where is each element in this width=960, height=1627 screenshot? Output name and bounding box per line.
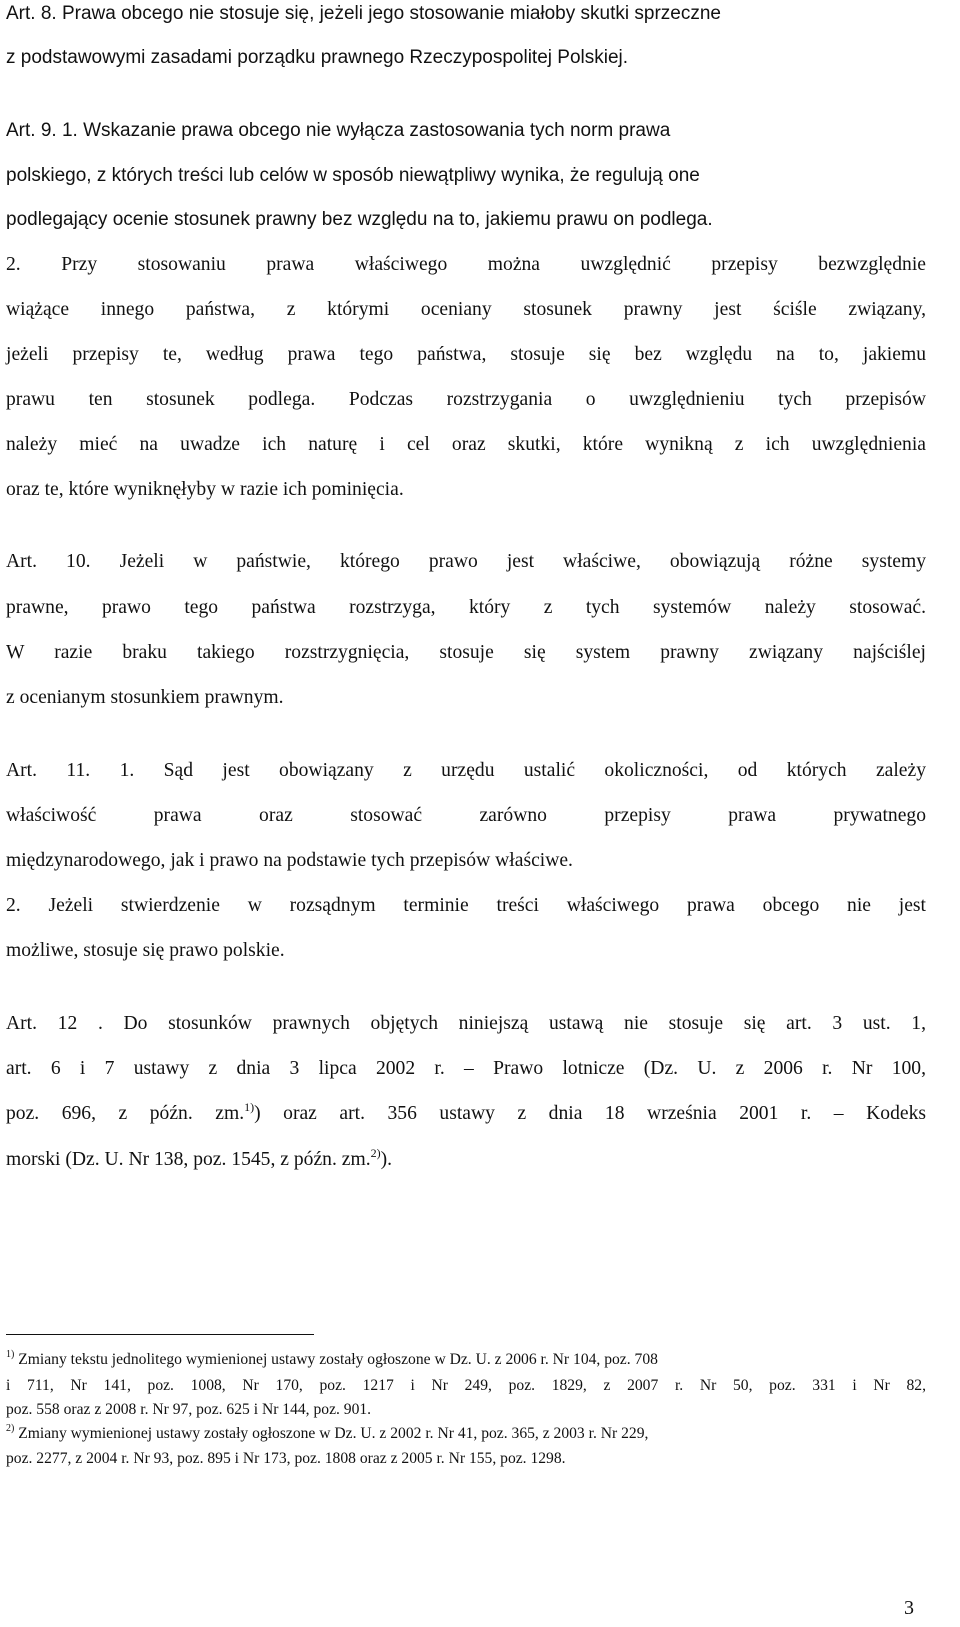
footnote-2-line-2: poz. 2277, z 2004 r. Nr 93, poz. 895 i Nr 173, poz. 1808 oraz z 2005 r. Nr 155, poz. 1298. <box>6 1450 566 1467</box>
art12-line-1: Art. 12 . Do stosunków prawnych objętych niniejszą ustawą nie stosuje się art. 3 ust. 1, <box>6 1013 926 1034</box>
footnote-separator <box>6 1334 314 1335</box>
art12-line-4 <box>6 1148 926 1172</box>
art9-line-7: prawu ten stosunek podlega. Podczas rozstrzygania o uwzględnieniu tych przepisów <box>6 389 926 410</box>
art11-line-2: właściwość prawa oraz stosować zarówno przepisy prawa prywatnego <box>6 805 926 826</box>
art11-line-4: 2. Jeżeli stwierdzenie w rozsądnym terminie treści właściwego prawa obcego nie jest <box>6 895 926 916</box>
footnote-1-line-1 <box>6 1350 926 1370</box>
footnote-1-line-2: i 711, Nr 141, poz. 1008, Nr 170, poz. 1217 i Nr 249, poz. 1829, z 2007 r. Nr 50, poz. 331 i Nr 82, <box>6 1377 926 1394</box>
art12-line-4-text-a: morski (Dz. U. Nr 138, poz. 1545, z późn. zm. <box>6 1149 371 1170</box>
footnote-2-line-1 <box>6 1424 926 1444</box>
art9-line-3: podlegający ocenie stosunek prawny bez względu na to, jakiemu prawu on podlega. <box>6 209 713 230</box>
footnote-ref-2[interactable]: 2) <box>370 1146 381 1160</box>
footnote-2-text-1: Zmiany wymienionej ustawy zostały ogłoszone w Dz. U. z 2002 r. Nr 41, poz. 365, z 2003 r. Nr 229, <box>18 1425 649 1442</box>
footnote-ref-1[interactable]: 1) <box>244 1100 255 1114</box>
art9-line-9: oraz te, które wyniknęłyby w razie ich pominięcia. <box>6 479 404 500</box>
art11-line-5: możliwe, stosuje się prawo polskie. <box>6 940 285 961</box>
art10-line-4: z ocenianym stosunkiem prawnym. <box>6 687 284 708</box>
art12-line-3-text-a: poz. 696, z późn. zm. <box>6 1103 245 1124</box>
footnote-1-line-3: poz. 558 oraz z 2008 r. Nr 97, poz. 625 i Nr 144, poz. 901. <box>6 1401 372 1418</box>
art10-line-2: prawne, prawo tego państwa rozstrzyga, który z tych systemów należy stosować. <box>6 597 926 618</box>
footnote-2-marker: 2) <box>6 1423 15 1434</box>
art9-line-5: wiążące innego państwa, z którymi oceniany stosunek prawny jest ściśle związany, <box>6 299 926 320</box>
art9-line-1: Art. 9. 1. Wskazanie prawa obcego nie wyłącza zastosowania tych norm prawa <box>6 120 671 141</box>
art9-line-8: należy mieć na uwadze ich naturę i cel oraz skutki, które wynikną z ich uwzględnienia <box>6 434 926 455</box>
art12-line-3-text-b: ) oraz art. 356 ustawy z dnia 18 września 2001 r. – Kodeks <box>254 1103 926 1124</box>
art8-line-1: Art. 8. Prawa obcego nie stosuje się, jeżeli jego stosowanie miałoby skutki sprzeczne <box>6 3 721 24</box>
art9-line-6: jeżeli przepisy te, według prawa tego państwa, stosuje się bez względu na to, jakiemu <box>6 344 926 365</box>
art12-line-2: art. 6 i 7 ustawy z dnia 3 lipca 2002 r. – Prawo lotnicze (Dz. U. z 2006 r. Nr 100, <box>6 1058 926 1079</box>
footnote-1-text-1: Zmiany tekstu jednolitego wymienionej ustawy zostały ogłoszone w Dz. U. z 2006 r. Nr 104, poz. 708 <box>18 1351 658 1368</box>
art11-line-3: międzynarodowego, jak i prawo na podstawie tych przepisów właściwe. <box>6 850 573 871</box>
art10-line-1: Art. 10. Jeżeli w państwie, którego prawo jest właściwe, obowiązują różne systemy <box>6 551 926 572</box>
art12-line-3 <box>6 1102 926 1126</box>
art9-line-4: 2. Przy stosowaniu prawa właściwego można uwzględnić przepisy bezwzględnie <box>6 254 926 275</box>
page-number: 3 <box>904 1597 914 1619</box>
art11-line-1: Art. 11. 1. Sąd jest obowiązany z urzędu ustalić okoliczności, od których zależy <box>6 760 926 781</box>
art10-line-3: W razie braku takiego rozstrzygnięcia, stosuje się system prawny związany najściślej <box>6 642 926 663</box>
art12-line-4-text-b: ). <box>380 1149 393 1170</box>
footnote-1-marker: 1) <box>6 1349 15 1360</box>
art8-line-2: z podstawowymi zasadami porządku prawnego Rzeczypospolitej Polskiej. <box>6 47 629 68</box>
art9-line-2: polskiego, z których treści lub celów w sposób niewątpliwy wynika, że regulują one <box>6 165 700 186</box>
